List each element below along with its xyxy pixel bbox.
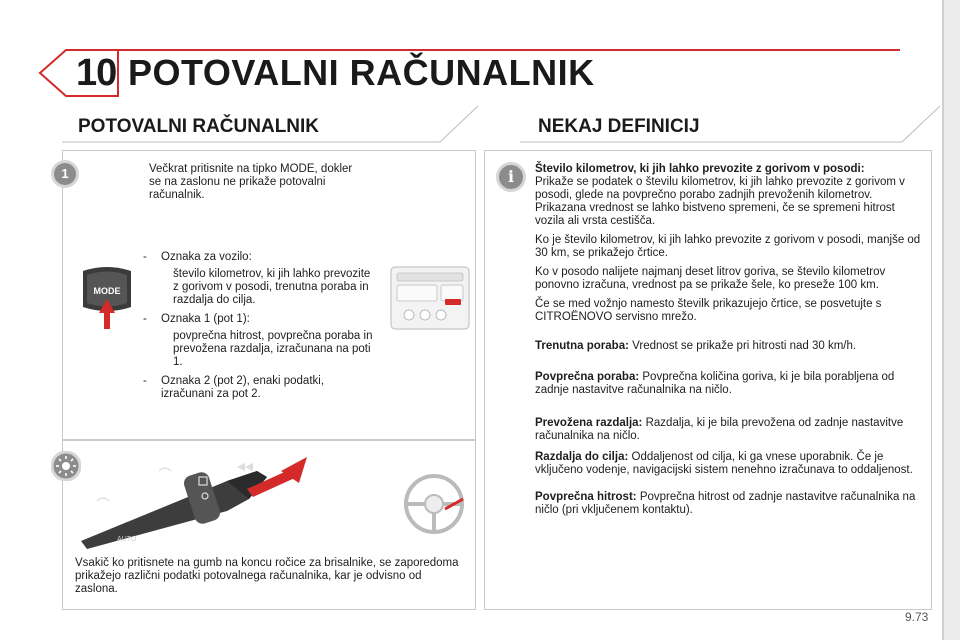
mode-intro-text: Večkrat pritisnite na tipko MODE, dokler se na zaslonu ne prikaže potovalni računalnik.: [149, 163, 353, 201]
definition-average-speed: [535, 491, 923, 517]
list-item-text: povprečna hitrost, povprečna poraba in prevožena razdalja, izračunana na poti 1.: [173, 330, 373, 368]
mode-button-label: MODE: [93, 286, 121, 296]
definitions-panel: [484, 150, 932, 610]
definition-distance-to-destination: [535, 451, 923, 477]
definition-text: Povprečna hitrost od zadnje nastavitve računalnika na ničlo (pri vključenem kontaktu).: [535, 491, 916, 516]
list-item-title: Oznaka za vozilo:: [161, 251, 252, 263]
definition-text: Razdalja, ki je bila prevožena od zadnje nastavitve računalnika na ničlo.: [535, 417, 904, 442]
wiper-lever-illustration: [77, 451, 317, 551]
definition-text: Prikaže se podatek o številu kilometrov, ki jih lahko prevozite z gorivom v posodi, glede na povprečno porabo zadnjih prevoženih kilometrov. Prikazana vrednost se lahko bistveno spremeni, če se spremeni hitrost vozila ali vrsta cestišča.: [535, 176, 905, 227]
mode-list: [143, 251, 373, 401]
steering-wheel-illustration: [399, 469, 469, 539]
definition-text: Vrednost se prikaže pri hitrosti nad 30 km/h.: [632, 340, 857, 352]
mode-button-illustration: [77, 263, 137, 333]
list-dash: -: [143, 251, 147, 263]
list-dash: -: [143, 375, 147, 387]
definition-average-consumption: [535, 371, 923, 397]
definition-range: [535, 163, 923, 228]
mode-panel: [62, 150, 476, 440]
chapter-title: POTOVALNI RAČUNALNIK: [128, 52, 595, 93]
right-section-title: NEKAJ DEFINICIJ: [538, 116, 700, 137]
lever-panel: [62, 440, 476, 610]
definition-range-dashes: [535, 298, 923, 324]
info-icon: i: [499, 165, 523, 189]
definition-range-low: [535, 234, 923, 260]
list-item-trip2: [143, 375, 373, 401]
definition-term: Razdalja do cilja:: [535, 451, 629, 463]
definition-text: Ko v posodo nalijete najmanj deset litrov goriva, se število kilometrov ponovno izračuna, vrednost pa se prikaže šele, ko preseže 100 km.: [535, 266, 886, 291]
definition-term: Povprečna hitrost:: [535, 491, 637, 503]
lever-auto-label: AUTO: [117, 536, 137, 543]
page-number: 9.73: [905, 610, 929, 624]
list-item-title: Oznaka 2 (pot 2), enaki podatki, izračunani za pot 2.: [161, 375, 325, 400]
definition-term: Trenutna poraba:: [535, 340, 629, 352]
definition-current-consumption: [535, 340, 923, 353]
definition-text: Oddaljenost od cilja, ki ga vnese uporabnik. Če je vključeno vodenje, navigacijski sistem nenehno izračunava to oddaljenost.: [535, 451, 913, 476]
list-item-title: Oznaka 1 (pot 1):: [161, 313, 250, 325]
definition-term: Prevožena razdalja:: [535, 417, 643, 429]
list-item-trip1: [143, 313, 373, 369]
left-section-title: POTOVALNI RAČUNALNIK: [78, 116, 320, 137]
step-badge: 1: [54, 163, 76, 185]
list-dash: -: [143, 313, 147, 325]
definition-range-refuel: [535, 266, 923, 292]
list-item-vehicle: [143, 251, 373, 307]
lever-note: Vsakič ko pritisnete na gumb na koncu ročice za brisalnike, se zaporedoma prikažejo različni podatki potovalnega računalnika, kar je odvisno od zaslona.: [75, 557, 459, 595]
list-item-text: število kilometrov, ki jih lahko prevozite z gorivom v posodi, trenutna poraba in razdalja do cilja.: [173, 268, 371, 306]
page-edge-strip: [942, 0, 960, 640]
definition-term: Povprečna poraba:: [535, 371, 640, 383]
definition-text: Ko je število kilometrov, ki jih lahko prevozite z gorivom v posodi, manjše od 30 km, se prikažejo črtice.: [535, 234, 921, 259]
definition-term: Število kilometrov, ki jih lahko prevozite z gorivom v posodi:: [535, 163, 865, 175]
definition-distance-travelled: [535, 417, 923, 443]
chapter-number: 10: [76, 52, 117, 94]
definition-text: Povprečna količina goriva, ki je bila porabljena od zadnje nastavitve računalnika na ničlo.: [535, 371, 895, 396]
definition-text: Če se med vožnjo namesto številk prikazujejo črtice, se posvetujte s CITROËNOVO servisno mrežo.: [535, 298, 882, 323]
definitions-list: [535, 163, 923, 523]
dashboard-illustration: [389, 263, 471, 333]
